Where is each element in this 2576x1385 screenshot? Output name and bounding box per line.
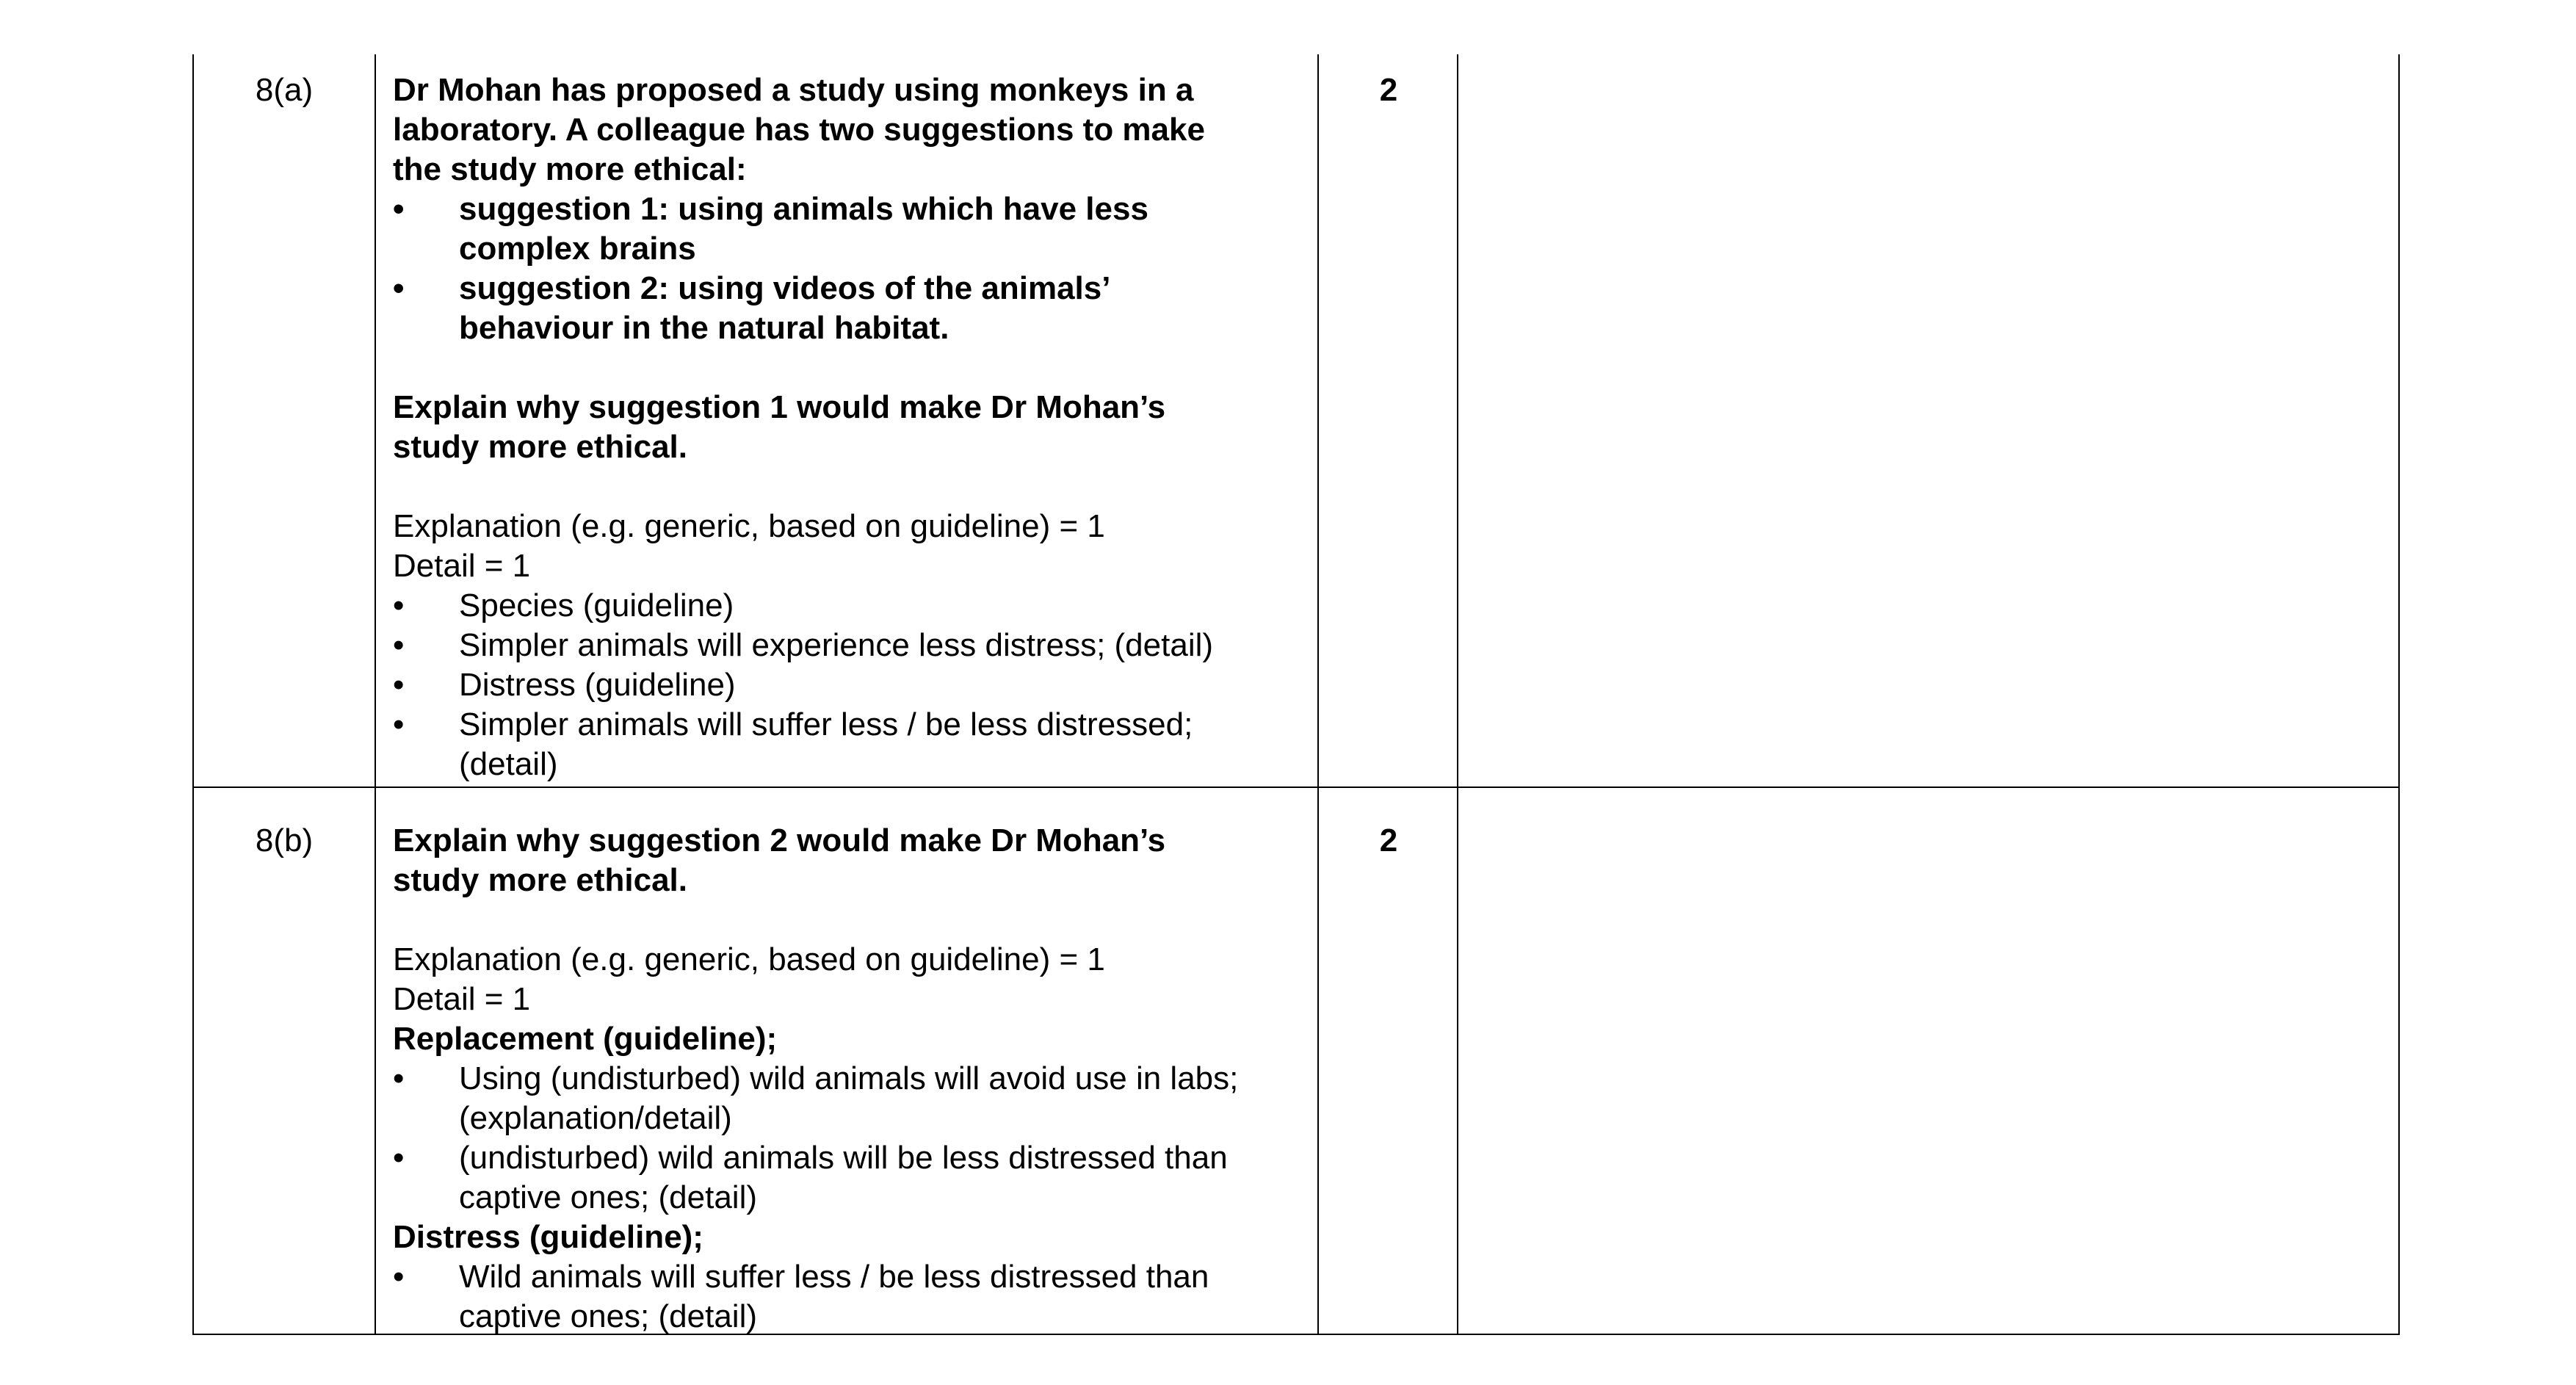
list-item: • (undisturbed) wild animals will be less distressed than captive ones; (detail) <box>393 1140 1228 1215</box>
bullet-icon: • <box>393 587 405 623</box>
guideline-heading: Replacement (guideline); <box>393 1021 778 1057</box>
bullet-icon: • <box>393 1259 405 1295</box>
marks-value: 2 <box>1379 72 1398 108</box>
column-divider <box>1317 54 1319 1335</box>
column-divider <box>1457 54 1458 1335</box>
task-text: study more ethical. <box>393 429 688 465</box>
guideline-heading: Distress (guideline); <box>393 1219 703 1255</box>
list-item: • Simpler animals will experience less distress; (detail) <box>393 626 1311 665</box>
mark-scheme-table <box>192 54 2400 1335</box>
list-item: • Species (guideline) <box>393 586 1311 626</box>
scheme-text: Explanation (e.g. generic, based on guideline) = 1 <box>393 941 1105 977</box>
list-item: • Distress (guideline) <box>393 665 1311 705</box>
table-border-left <box>192 54 194 1335</box>
marks-value: 2 <box>1379 822 1398 858</box>
list-item: • Wild animals will suffer less / be less distressed than captive ones; (detail) <box>393 1259 1209 1334</box>
bullet-icon: • <box>393 1060 405 1096</box>
scheme-text: Detail = 1 <box>393 548 531 584</box>
question-number: 8(a) <box>255 72 314 108</box>
row-divider <box>192 786 2400 788</box>
list-item: • suggestion 1: using animals which have less complex brains <box>393 191 1148 267</box>
answer-cell <box>393 821 1311 1337</box>
task-text: study more ethical. <box>393 862 688 898</box>
bullet-icon: • <box>393 1140 405 1176</box>
bullet-icon: • <box>393 627 405 663</box>
question-text: laboratory. A colleague has two suggestions to make <box>393 112 1205 148</box>
task-text: Explain why suggestion 2 would make Dr Mohan’s <box>393 822 1166 858</box>
list-item: • Using (undisturbed) wild animals will avoid use in labs; (explanation/detail) <box>393 1060 1239 1136</box>
bullet-icon: • <box>393 191 405 227</box>
scheme-text: Explanation (e.g. generic, based on guideline) = 1 <box>393 508 1105 544</box>
bullet-icon: • <box>393 270 405 306</box>
question-number: 8(b) <box>255 822 314 858</box>
bullet-icon: • <box>393 706 405 742</box>
scheme-text: Detail = 1 <box>393 981 531 1017</box>
column-divider <box>375 54 376 1335</box>
list-item: • Simpler animals will suffer less / be less distressed; (detail) <box>393 706 1193 782</box>
table-border-right <box>2398 54 2400 1335</box>
answer-cell <box>393 70 1311 784</box>
list-item: • suggestion 2: using videos of the animals’ behaviour in the natural habitat. <box>393 270 1111 346</box>
question-text: Dr Mohan has proposed a study using monkeys in a <box>393 72 1194 108</box>
bullet-icon: • <box>393 667 405 703</box>
question-text: the study more ethical: <box>393 151 747 187</box>
task-text: Explain why suggestion 1 would make Dr Mohan’s <box>393 389 1166 425</box>
